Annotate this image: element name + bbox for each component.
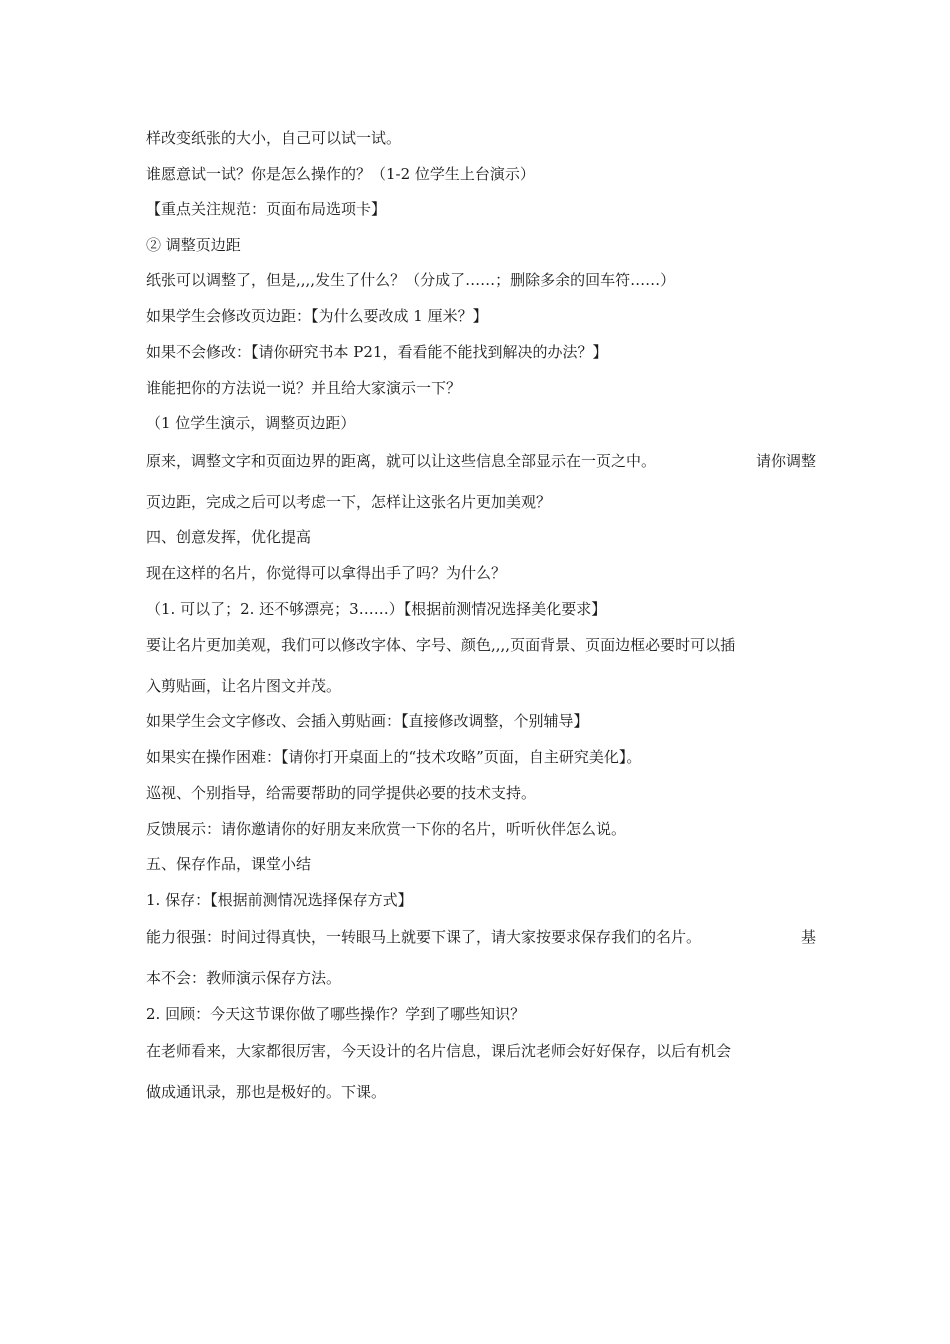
paragraph-line: 现在这样的名片，你觉得可以拿得出手了吗？为什么？ xyxy=(146,564,507,582)
paragraph-line: （1. 可以了；2. 还不够漂亮；3……）【根据前测情况选择美化要求】 xyxy=(146,600,607,618)
paragraph-segment: 请你调整 xyxy=(755,452,816,470)
section-heading: 五、保存作品，课堂小结 xyxy=(146,855,312,873)
paragraph-segment: 原来，调整文字和页面边界的距离，就可以让这些信息全部显示在一页之中。 xyxy=(146,452,657,470)
paragraph-line: 反馈展示：请你邀请你的好朋友来欣赏一下你的名片，听听伙伴怎么说。 xyxy=(146,820,627,838)
paragraph-line xyxy=(146,451,816,471)
paragraph-line: 如果不会修改：【请你研究书本 P21，看看能不能找到解决的办法？】 xyxy=(146,343,608,361)
paragraph-line: 巡视、个别指导，给需要帮助的同学提供必要的技术支持。 xyxy=(146,784,537,802)
paragraph-line: 本不会：教师演示保存方法。 xyxy=(146,969,342,987)
paragraph-line: 如果学生会修改页边距：【为什么要改成 1 厘米？】 xyxy=(146,307,488,325)
paragraph-line: 2. 回顾：今天这节课你做了哪些操作？学到了哪些知识？ xyxy=(146,1005,526,1023)
section-heading: 四、创意发挥，优化提高 xyxy=(146,528,312,546)
section-subheading: ② 调整页边距 xyxy=(146,236,241,254)
paragraph-line: 样改变纸张的大小，自己可以试一试。 xyxy=(146,129,402,147)
paragraph-line: 【重点关注规范：页面布局选项卡】 xyxy=(146,200,387,218)
paragraph-line: 谁能把你的方法说一说？并且给大家演示一下？ xyxy=(146,379,462,397)
paragraph-line: 做成通讯录，那也是极好的。下课。 xyxy=(146,1083,387,1101)
paragraph-line: 如果实在操作困难：【请你打开桌面上的“技术攻略”页面，自主研究美化】。 xyxy=(146,748,642,766)
paragraph-line: 页边距，完成之后可以考虑一下，怎样让这张名片更加美观？ xyxy=(146,493,552,511)
paragraph-line: 1. 保存：【根据前测情况选择保存方式】 xyxy=(146,891,413,909)
paragraph-line: 谁愿意试一试？你是怎么操作的？（1-2 位学生上台演示） xyxy=(146,165,535,183)
paragraph-line xyxy=(146,927,816,947)
paragraph-line: 要让名片更加美观，我们可以修改字体、字号、颜色,,,,页面背景、页面边框必要时可以插 xyxy=(146,636,736,654)
paragraph-segment: 能力很强：时间过得真快，一转眼马上就要下课了，请大家按要求保存我们的名片。 xyxy=(146,928,702,946)
paragraph-line: 如果学生会文字修改、会插入剪贴画：【直接修改调整，个别辅导】 xyxy=(146,712,589,730)
paragraph-line: （1 位学生演示，调整页边距） xyxy=(146,414,356,432)
paragraph-line: 在老师看来，大家都很厉害，今天设计的名片信息，课后沈老师会好好保存，以后有机会 xyxy=(146,1042,732,1060)
paragraph-segment: 基 xyxy=(800,928,816,946)
paragraph-line: 纸张可以调整了，但是,,,,发生了什么？（分成了……；删除多余的回车符……） xyxy=(146,271,676,289)
paragraph-line: 入剪贴画，让名片图文并茂。 xyxy=(146,677,342,695)
